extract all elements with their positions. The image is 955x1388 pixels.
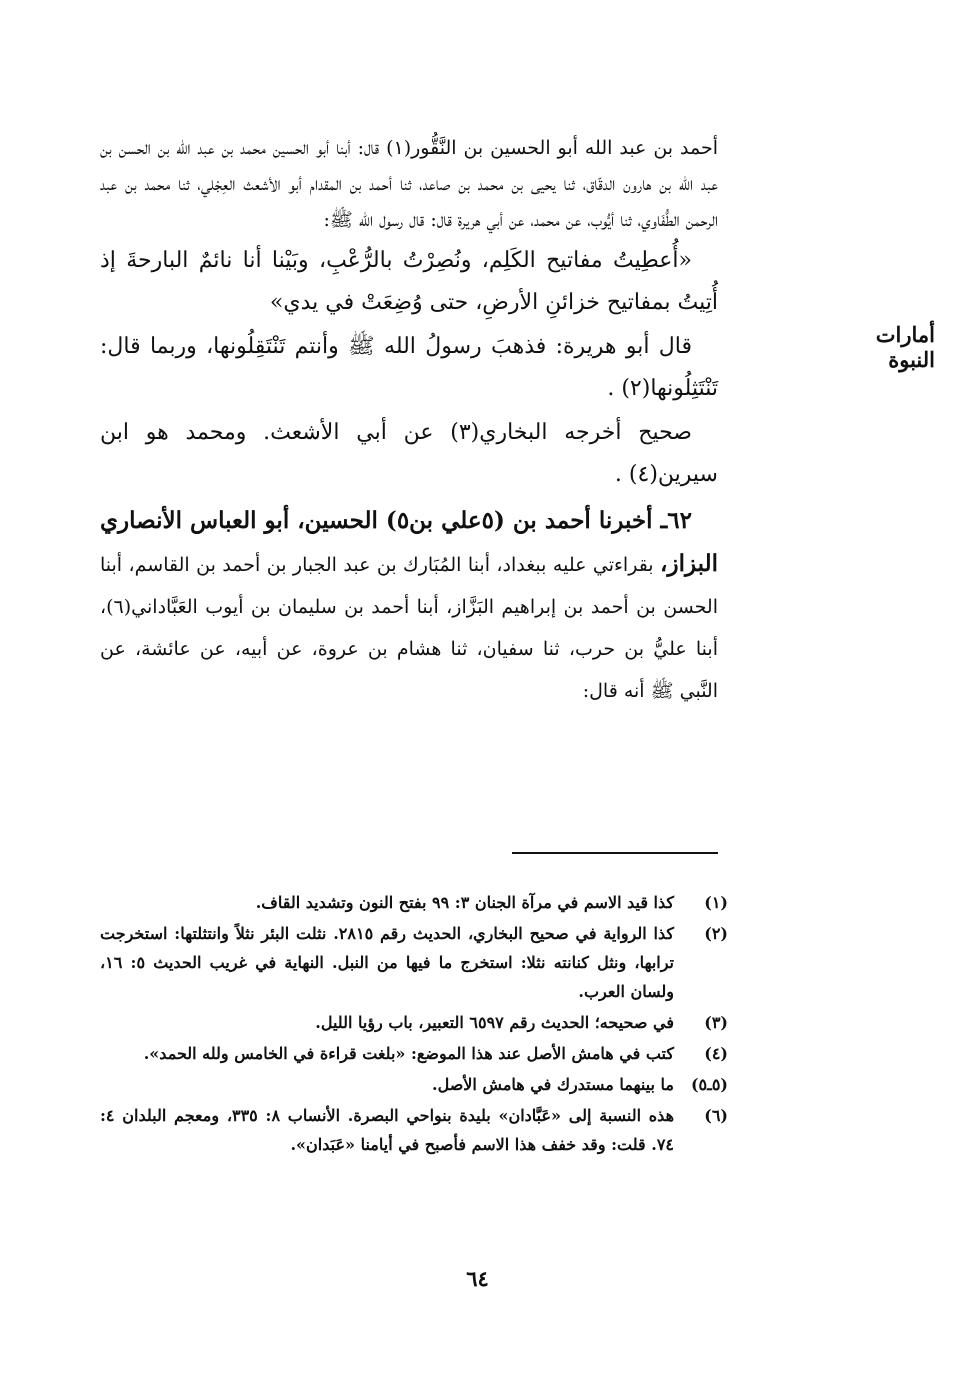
footnote-number: (١) — [704, 893, 728, 912]
footnote-number: (٥ـ٥) — [690, 1075, 728, 1094]
page-number: ٦٤ — [466, 1266, 489, 1291]
paragraph-isnad: أحمد بن عبد الله أبو الحسين بن النَّقُّور(١) قال: أبنا أبو الحسين محمد بن عبد الله بن الحسن بن عبد الله بن هارون الدقّاق، ثنا يحيى بن محمد بن صاعد، ثنا أحمد بن المقدام أبو الأشعث العِجْلي، ثنا محمد بن عبد الرحمن الطُّفَاوي، ثنا أيُّوب، عن محمد، عن أبي هريرة قال: قال رسول الله ﷺ: — [100, 137, 718, 231]
margin-heading: أمارات النبوة — [875, 322, 935, 372]
hadith-62-chain: بقراءتي عليه ببغداد، أبنا المُبَارك بن عبد الجبار بن أحمد بن القاسم، أبنا الحسن بن أحمد بن إبراهيم البَزَّاز، أبنا أحمد بن سليمان بن أيوب العَبَّاداني(٦)، أبنا عليُّ بن حرب، ثنا سفيان، ثنا هشام بن عروة، عن أبيه، عن عائشة، عن النَّبي ﷺ أنه قال: — [100, 554, 718, 702]
footnote-item — [100, 1101, 728, 1159]
footnote-number: (٢) — [704, 924, 728, 943]
paragraph-takhrij: صحيح أخرجه البخاري(٣) عن أبي الأشعث. ومحمد هو ابن سيرين(٤) . — [100, 420, 718, 487]
footnote-text: كتب في هامش الأصل عند هذا الموضع: «بلغت قراءة في الخامس ولله الحمد». — [143, 1044, 674, 1063]
footnote-text: هذه النسبة إلى «عَبَّادان» بليدة بنواحي البصرة. الأنساب ٨: ٣٣٥، ومعجم البلدان ٤: ٧٤. قلت: وقد خفف هذا الاسم فأصبح في أيامنا «عَبَدان». — [100, 1106, 675, 1154]
hadith-62-heading: ٦٢ـ أخبرنا أحمد بن (٥علي بن٥) الحسين، أبو العباس الأنصاري البزاز، — [100, 507, 718, 577]
paragraph-hadith-62 — [100, 500, 718, 712]
footnote-text: كذا الرواية في صحيح البخاري، الحديث رقم ٢٨١٥. نثلت البئر نثلاً وانتثلتها: استخرجت ترابها، ونثل كنانته نثلا: استخرج ما فيها من النبل. النهاية في غريب الحديث ٥: ١٦، ولسان العرب. — [100, 924, 675, 1001]
footnote-item — [100, 1070, 728, 1099]
footnote-text: ما بينهما مستدرك في هامش الأصل. — [432, 1075, 674, 1094]
main-text — [100, 130, 718, 712]
paragraph-abu-hurayra: قال أبو هريرة: فذهبَ رسولُ الله ﷺ وأنتم تَنْتَقِلُونها، وربما قال: تَنْتَثِلُونها(٢) . — [100, 334, 718, 401]
footnote-text: في صحيحه؛ الحديث رقم ٦٥٩٧ التعبير، باب رؤيا الليل. — [315, 1013, 674, 1032]
footnote-item — [100, 888, 728, 917]
footnote-number: (٦) — [704, 1106, 728, 1125]
footnote-text: كذا قيد الاسم في مرآة الجنان ٣: ٩٩ بفتح النون وتشديد القاف. — [255, 893, 674, 912]
footnote-item — [100, 1039, 728, 1068]
footnotes — [100, 888, 728, 1161]
paragraph-hadith: «أُعطِيتُ مفاتيح الكَلِم، ونُصِرْتُ بالرُّعْبِ، وبَيْنا أنا نائمٌ البارحةَ إذ أُتِيتُ بمفاتيح خزائنِ الأرضِ، حتى وُضِعَتْ في يدي» — [100, 248, 718, 315]
footnote-number: (٤) — [704, 1044, 728, 1063]
footnote-separator — [512, 852, 718, 854]
footnote-item — [100, 1008, 728, 1037]
footnote-item — [100, 919, 728, 1006]
footnote-number: (٣) — [704, 1013, 728, 1032]
